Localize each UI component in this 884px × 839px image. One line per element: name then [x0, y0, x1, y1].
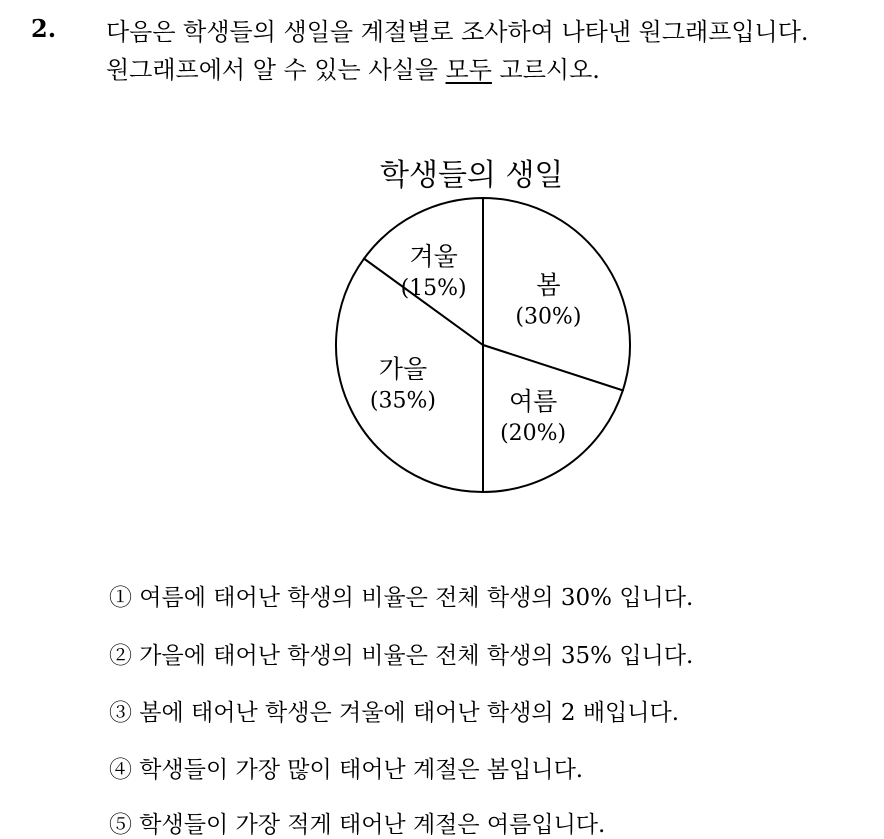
slice-value-label-1: (30%) [515, 304, 582, 330]
question-line2-post: 고르시오. [491, 56, 600, 84]
option-2[interactable]: ② 가을에 태어난 학생의 비율은 전체 학생의 35% 입니다. [109, 643, 694, 669]
question-text-line2 [106, 50, 600, 85]
slice-label-1: 봄 [536, 270, 561, 300]
question-line2-pre: 원그래프에서 알 수 있는 사실을 [106, 56, 446, 84]
slice-label-4: 겨울 [409, 241, 458, 271]
slice-value-label-3: (35%) [369, 388, 437, 414]
question-number: 2. [31, 14, 57, 43]
question-text-line1: 다음은 학생들의 생일을 계절별로 조사하여 나타낸 원그래프입니다. [106, 18, 809, 46]
option-4[interactable]: ④ 학생들이 가장 많이 태어난 계절은 봄입니다. [109, 757, 584, 783]
slice-value-label-2: (20%) [500, 420, 567, 446]
slice-value-label-4: (15%) [400, 275, 467, 301]
option-1[interactable]: ① 여름에 태어난 학생의 비율은 전체 학생의 30% 입니다. [109, 585, 694, 611]
slice-label-2: 여름 [508, 386, 558, 416]
slice-label-3: 가을 [378, 354, 428, 384]
question-emphasis-all: 모두 [445, 56, 492, 84]
option-3[interactable]: ③ 봄에 태어난 학생은 겨울에 태어난 학생의 2 배입니다. [109, 700, 680, 726]
pie-chart [320, 185, 650, 505]
option-5[interactable]: ⑤ 학생들이 가장 적게 태어난 계절은 여름입니다. [109, 812, 606, 838]
chart-title: 학생들의 생일 [380, 158, 564, 193]
